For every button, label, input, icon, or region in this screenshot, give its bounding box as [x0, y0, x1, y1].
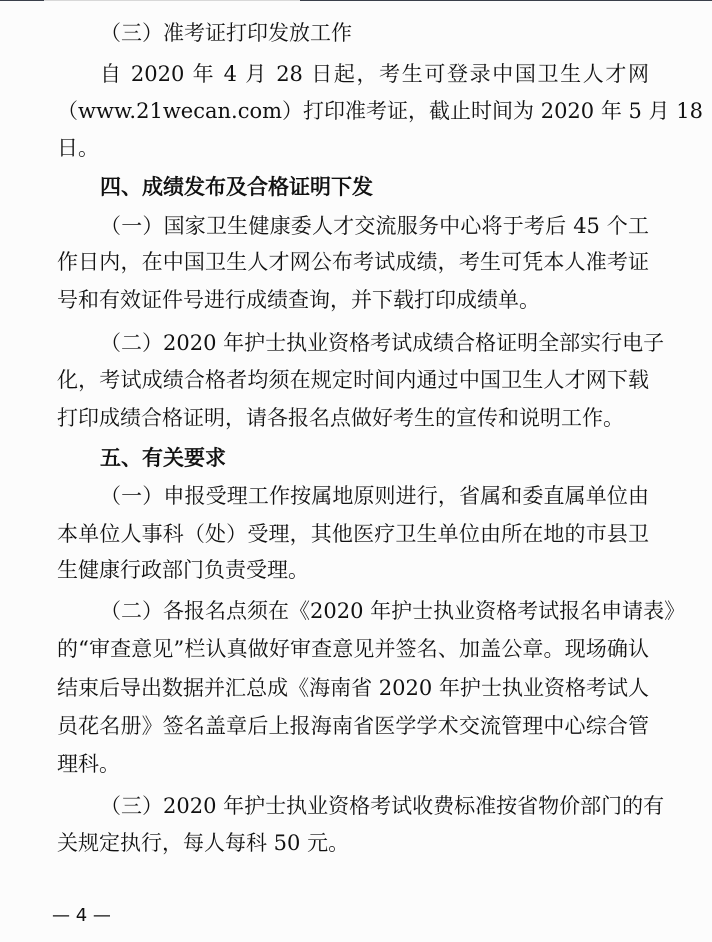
- section-heading-4: 四、成绩发布及合格证明下发: [100, 175, 373, 199]
- paragraph-line: （二）2020 年护士执业资格考试成绩合格证明全部实行电子: [100, 331, 665, 355]
- paragraph-line: 作日内，在中国卫生人才网公布考试成绩，考生可凭本人准考证: [57, 250, 649, 274]
- subsection-title: （三）准考证打印发放工作: [100, 21, 352, 45]
- paragraph-line: 的“审查意见”栏认真做好审查意见并签名、加盖公章。现场确认: [57, 637, 649, 661]
- paragraph-line: （三）2020 年护士执业资格考试收费标准按省物价部门的有: [100, 794, 665, 818]
- paragraph-line: （二）各报名点须在《2020 年护士执业资格考试报名申请表》: [100, 599, 686, 623]
- paragraph-line: （一）申报受理工作按属地原则进行，省属和委直属单位由: [100, 484, 649, 508]
- section-heading-5: 五、有关要求: [100, 446, 226, 470]
- paragraph-line: 日。: [57, 136, 99, 160]
- paragraph-line: 本单位人事科（处）受理，其他医疗卫生单位由所在地的市县卫: [57, 522, 649, 546]
- paragraph-line: 化，考试成绩合格者均须在规定时间内通过中国卫生人才网下载: [57, 368, 649, 392]
- paragraph-line: 自 2020 年 4 月 28 日起，考生可登录中国卫生人才网: [100, 62, 649, 86]
- paragraph-line: （www.21wecan.com）打印准考证，截止时间为 2020 年 5 月 18: [57, 99, 703, 123]
- top-edge-segment: [44, 0, 300, 1]
- page-number: — 4 —: [52, 905, 111, 926]
- paragraph-line: 员花名册》签名盖章后上报海南省医学学术交流管理中心综合管: [57, 714, 649, 738]
- top-edge-bar: [0, 0, 712, 1]
- paragraph-line: （一）国家卫生健康委人才交流服务中心将于考后 45 个工: [100, 214, 649, 238]
- paragraph-line: 关规定执行，每人每科 50 元。: [57, 831, 350, 855]
- paragraph-line: 生健康行政部门负责受理。: [57, 558, 309, 582]
- paragraph-line: 理科。: [57, 752, 120, 776]
- paragraph-line: 号和有效证件号进行成绩查询，并下载打印成绩单。: [57, 288, 540, 312]
- paragraph-line: 结束后导出数据并汇总成《海南省 2020 年护士执业资格考试人: [57, 676, 649, 700]
- paragraph-line: 打印成绩合格证明，请各报名点做好考生的宣传和说明工作。: [57, 406, 624, 430]
